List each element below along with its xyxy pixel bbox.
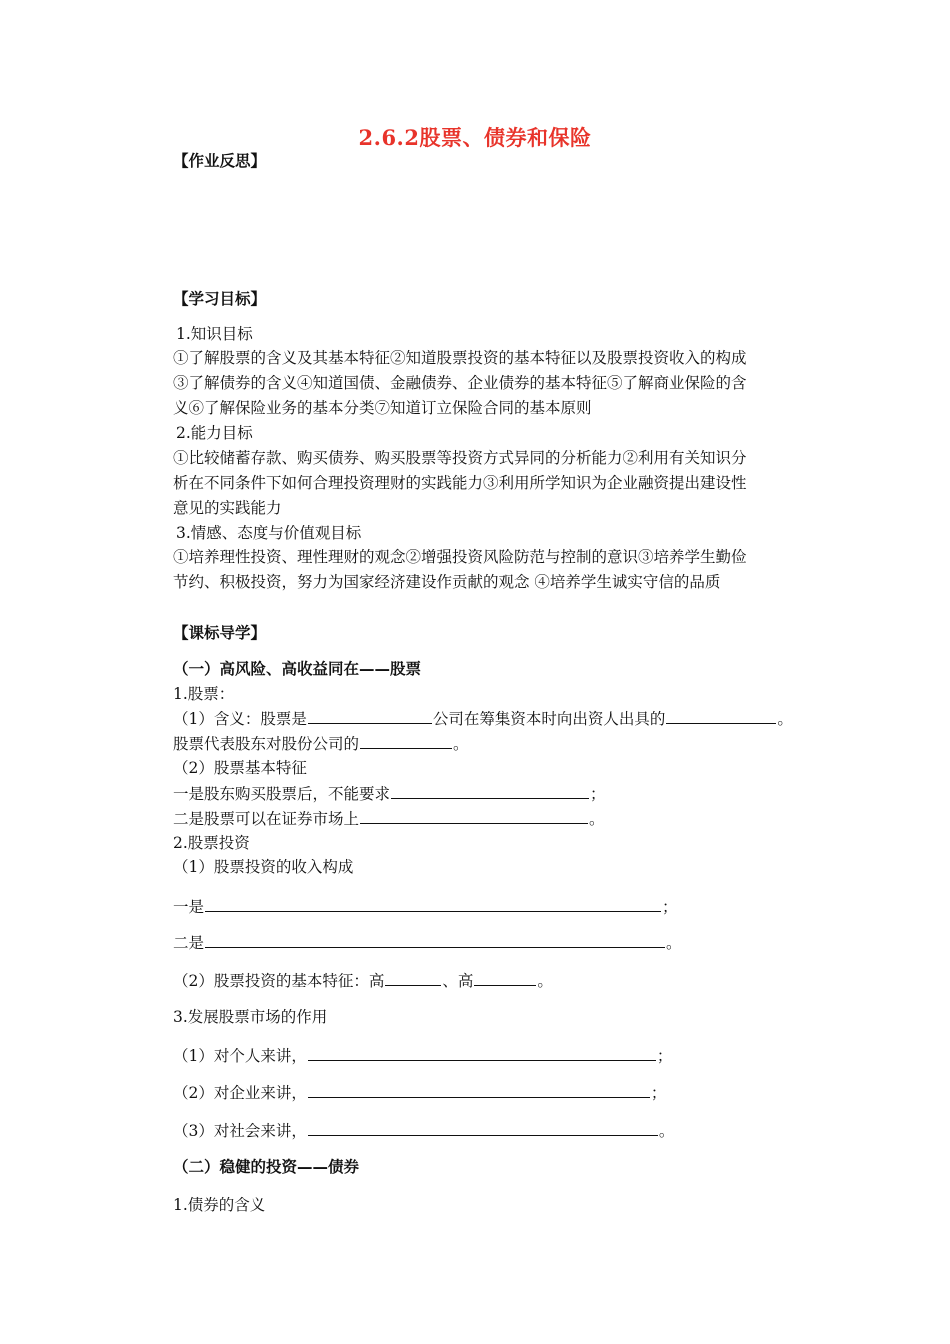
part2-heading: （二）稳健的投资——债券	[173, 1158, 360, 1176]
stock-feature-text: 一是股东购买股票后，不能要求	[173, 785, 391, 803]
punctuation: 。	[666, 934, 682, 952]
fill-blank[interactable]	[385, 970, 441, 986]
ability-goal-line: 析在不同条件下如何合理投资理财的实践能力③利用所学知识为企业融资提出建设性	[173, 474, 747, 492]
punctuation: ；	[650, 1084, 667, 1102]
emotion-goal-line: 节约、积极投资，努力为国家经济建设作贡献的观念 ④培养学生诚实守信的品质	[173, 573, 721, 591]
fill-blank[interactable]	[666, 708, 776, 724]
emotion-goal-heading: 3.情感、态度与价值观目标	[176, 524, 362, 542]
ability-goal-line: 意见的实践能力	[173, 499, 282, 517]
punctuation: 。	[658, 1122, 675, 1140]
stock-represents-line	[173, 733, 469, 754]
section-reflection-heading: 【作业反思】	[173, 152, 267, 170]
stock-heading: 1.股票：	[173, 685, 235, 703]
fill-blank[interactable]	[308, 1082, 650, 1098]
market-heading: 3.发展股票市场的作用	[173, 1008, 328, 1026]
stock-meaning-line	[173, 708, 793, 729]
section-goals-heading: 【学习目标】	[173, 290, 267, 308]
market-role-line	[173, 1045, 672, 1066]
fill-blank[interactable]	[308, 1120, 658, 1136]
part1-heading: （一）高风险、高收益同在——股票	[173, 660, 422, 678]
stock-meaning-text: 公司在筹集资本时向出资人出具的	[432, 710, 666, 728]
fill-blank[interactable]	[205, 932, 665, 948]
punctuation: ；	[656, 1047, 673, 1065]
punctuation: ；	[590, 785, 606, 803]
knowledge-goal-heading: 1.知识目标	[176, 325, 253, 343]
income-line	[173, 932, 682, 953]
punctuation: 。	[537, 972, 553, 990]
knowledge-goal-line: 义⑥了解保险业务的基本分类⑦知道订立保险合同的基本原则	[173, 399, 592, 417]
punctuation: ；	[662, 898, 678, 916]
stock-meaning-text: （1）含义：股票是	[173, 710, 307, 728]
stock-feature-text: 二是股票可以在证券市场上	[173, 810, 360, 828]
punctuation: 。	[589, 810, 605, 828]
market-role-line	[173, 1082, 666, 1103]
emotion-goal-line: ①培养理性投资、理性理财的观念②增强投资风险防范与控制的意识③培养学生勤俭	[173, 548, 747, 566]
invest-feature-line	[173, 970, 553, 991]
income-text: 二是	[173, 934, 205, 952]
market-role-line	[173, 1120, 674, 1141]
fill-blank[interactable]	[360, 733, 452, 749]
invest-feature-text: （2）股票投资的基本特征：高	[173, 972, 385, 990]
ability-goal-line: ①比较储蓄存款、购买债券、购买股票等投资方式异同的分析能力②利用有关知识分	[173, 449, 747, 467]
bond-meaning-heading: 1.债券的含义	[173, 1196, 266, 1214]
document-title: 2.6.2股票、债券和保险	[358, 125, 592, 150]
income-text: 一是	[173, 898, 205, 916]
market-role-text: （3）对社会来讲，	[173, 1122, 307, 1140]
market-role-text: （1）对个人来讲，	[173, 1047, 307, 1065]
income-line	[173, 896, 678, 917]
stock-features-heading: （2）股票基本特征	[173, 759, 307, 777]
stock-feature-line	[173, 783, 606, 804]
fill-blank[interactable]	[205, 896, 661, 912]
ability-goal-heading: 2.能力目标	[176, 424, 253, 442]
market-role-text: （2）对企业来讲，	[173, 1084, 307, 1102]
knowledge-goal-line: ③了解债券的含义④知道国债、金融债券、企业债券的基本特征⑤了解商业保险的含	[173, 374, 747, 392]
knowledge-goal-line: ①了解股票的含义及其基本特征②知道股票投资的基本特征以及股票投资收入的构成	[173, 349, 747, 367]
punctuation: 。	[453, 735, 469, 753]
fill-blank[interactable]	[308, 1045, 656, 1061]
fill-blank[interactable]	[308, 708, 432, 724]
punctuation: 。	[777, 710, 793, 728]
section-guide-heading: 【课标导学】	[173, 624, 267, 642]
income-heading: （1）股票投资的收入构成	[173, 858, 354, 876]
fill-blank[interactable]	[360, 808, 588, 824]
stock-feature-line	[173, 808, 605, 829]
stock-represents-text: 股票代表股东对股份公司的	[173, 735, 360, 753]
fill-blank[interactable]	[391, 783, 589, 799]
fill-blank[interactable]	[474, 970, 536, 986]
invest-heading: 2.股票投资	[173, 834, 250, 852]
invest-feature-text: 、高	[442, 972, 474, 990]
